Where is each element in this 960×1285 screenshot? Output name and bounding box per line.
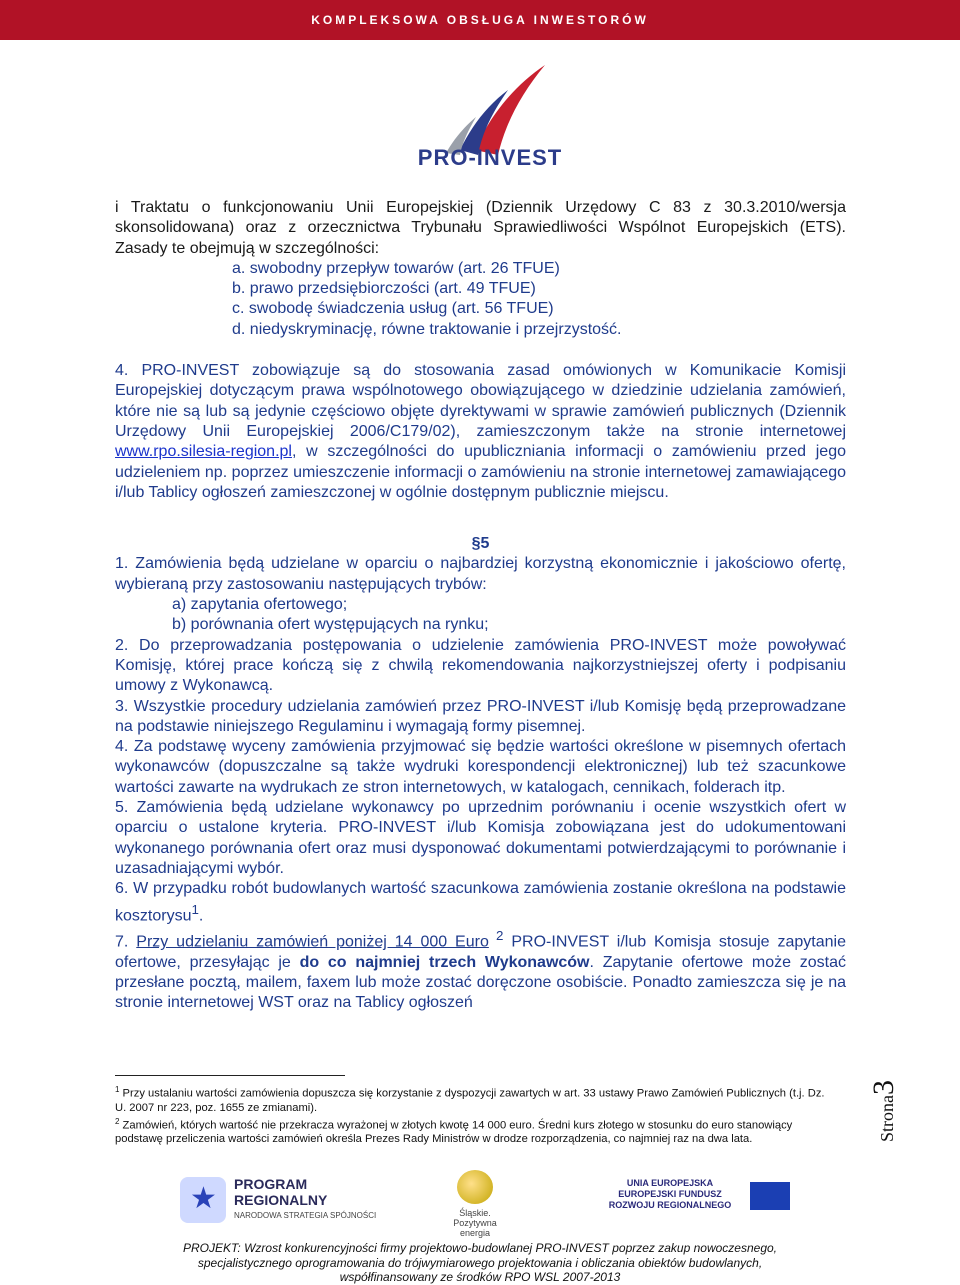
- intro-paragraph: i Traktatu o funkcjonowaniu Unii Europejskiej (Dziennik Urzędowy C 83 z 30.3.2010/wersja skonsolidowana) oraz z orzecznictwa Trybunału Sprawiedliwości Wspólnot Europejskich (ETS). Zasady te obejmują w szczególności:: [115, 199, 846, 257]
- eu-flag-icon: [750, 1182, 790, 1210]
- list-item: b) porównania ofert występujących na rynku;: [172, 616, 489, 634]
- paragraph-text: .: [198, 906, 204, 924]
- section-5-paragraph: 4. Za podstawę wyceny zamówienia przyjmować się będzie wartości określone w pisemnych ofertach wykonawców (dopuszczalne są także wydruki korespondencji elektronicznej) lub też szacunkowe wartości zawarte na wydrukach ze stron internetowych, w katalogach, cennikach, folderach itp.: [115, 738, 846, 796]
- underlined-text: Przy udzielaniu zamówień poniżej 14 000 Euro: [136, 933, 489, 951]
- footnote-item: [115, 1083, 835, 1115]
- section-5-paragraph: 3. Wszystkie procedury udzielania zamówień przez PRO-INVEST i/lub Komisję będą przeprowadzane na podstawie niniejszego Regulaminu i wymagają formy pisemnej.: [115, 697, 846, 735]
- list-item: a) zapytania ofertowego;: [172, 596, 348, 614]
- footnote-divider: [115, 1075, 345, 1076]
- footnote-number: 1: [115, 1085, 120, 1094]
- footer-line: współfinansowany ze środków RPO WSL 2007-2013: [339, 1270, 621, 1284]
- section-5-paragraph: 2. Do przeprowadzania postępowania o udzielenie zamówienia PRO-INVEST może powoływać Komisję, której prace kończą się z chwilą rekomendowania najkorzystniejszej oferty i podpisaniu umowy z Wykonawcą.: [115, 636, 846, 695]
- footnote-text: Przy ustalaniu wartości zamówienia dopuszcza się korzystanie z dyspozycji zawartych w art. 33 ustawy Prawo Zamówień Publicznych (t.j. Dz. U. 2007 nr 223, poz. 1655 ze zmianami).: [115, 1087, 825, 1114]
- slaskie-logo: [440, 1170, 510, 1238]
- footnote-ref[interactable]: 2: [488, 928, 504, 944]
- project-footer: [115, 1241, 845, 1285]
- point-4-paragraph: [115, 361, 846, 503]
- point-4-text-cont: , w szczególności do upubliczniania informacji o zamówieniu przed jego udzieleniem np. poprzez umieszczenie informacji o zamówieniu na stronie internetowej zamawiającego i/lub Tablicy ogłoszeń zamieszczonej w ogólnie dostępnym publicznie miejscu.: [115, 443, 846, 501]
- section-5-paragraph: 1. Zamówienia będą udzielane w oparciu o najbardziej korzystną ekonomicznie i jakościowo ofertę, wybieraną przy zastosowaniu następujących trybów:: [115, 555, 846, 593]
- eu-line-2: EUROPEJSKI FUNDUSZ: [618, 1189, 722, 1199]
- section-5-paragraph: [115, 926, 846, 1014]
- list-item: b. prawo przedsiębiorczości (art. 49 TFUE): [232, 280, 536, 298]
- eu-line-3: ROZWOJU REGIONALNEGO: [608, 1200, 732, 1210]
- list-item: c. swobodę świadczenia usług (art. 56 TFUE): [232, 300, 554, 318]
- program-line-1: PROGRAM: [234, 1176, 308, 1192]
- point-4-text: 4. PRO-INVEST zobowiązuje są do stosowania zasad omówionych w Komunikacie Komisji Europejskiej dotyczącym prawa wspólnotowego obowiązującego w dziedzinie udzielania zamówień, które nie są lub są jedynie częściowo objęte dyrektywami w sprawie zamówień publicznych (Dziennik Urzędowy Unii Europejskiej 2006/C179/02), zamieszczonym także na stronie internetowej: [115, 362, 846, 440]
- section-5-paragraph: 5. Zamówienia będą udzielane wykonawcy po uprzednim porównaniu i ocenie wszystkich ofert w oparciu o ustalone kryteria. PRO-INVEST i/lub Komisja zobowiązana jest do udokumentowani wykonanego porównania ofert oraz musi dysponować dokumentami potwierdzającymi to porównanie i uzasadniającymi wybór.: [115, 799, 846, 877]
- footnote-item: [115, 1115, 835, 1147]
- star-icon: [180, 1177, 226, 1223]
- footnote-text: Zamówień, których wartość nie przekracza wyrażonej w złotych kwotę 14 000 euro. Średni kurs złotego w stosunku do euro stanowiący podstawę przeliczenia wartości zamówień określa Prezes Rady Ministrów w drodze rozporządzenia, co najmniej raz na dwa lata.: [115, 1119, 793, 1146]
- page-number-label: Strona: [877, 1095, 897, 1142]
- section-5-paragraph: [115, 879, 846, 926]
- footer-line: specjalistycznego oprogramowania do trójwymiarowego projektowania i obliczania obiektów budowlanych,: [197, 1255, 763, 1270]
- paragraph-number: 7.: [115, 933, 137, 951]
- header-banner: KOMPLEKSOWA OBSŁUGA INWESTORÓW: [0, 0, 960, 40]
- eu-logo: [560, 1178, 780, 1228]
- page-number-value: 3: [867, 1080, 900, 1095]
- program-subtitle: NARODOWA STRATEGIA SPÓJNOŚCI: [234, 1211, 377, 1220]
- list-item: a. swobodny przepływ towarów (art. 26 TFUE): [232, 259, 560, 277]
- paragraph-text: PRO-INVEST i/lub Komisja stosuje zapytanie ofertowe, przesyłając je: [115, 933, 846, 971]
- slaskie-text: Śląskie. Pozytywna energia: [453, 1208, 497, 1238]
- rpo-link[interactable]: www.rpo.silesia-region.pl: [115, 443, 292, 461]
- bold-text: do co najmniej trzech Wykonawców: [299, 953, 590, 971]
- footnote-ref[interactable]: 1: [191, 901, 199, 917]
- logo-wordmark: PRO-INVEST: [417, 145, 563, 170]
- paragraph-text: . Zapytanie ofertowe może zostać przesłane pocztą, mailem, faxem lub może zostać doręczone osobiście. Ponadto zamieszcza się je na stronie internetowej WST oraz na Tablicy ogłoszeń: [115, 953, 847, 1012]
- section-title: §5: [471, 535, 490, 553]
- footer-line: PROJEKT: Wzrost konkurencyjności firmy projektowo-budowlanej PRO-INVEST poprzez zakup nowoczesnego,: [182, 1241, 777, 1255]
- funding-logos: [180, 1170, 780, 1238]
- principles-list: [115, 259, 846, 340]
- footnote-number: 2: [115, 1116, 120, 1126]
- logo-swoosh-red: [475, 65, 545, 155]
- program-line-2: REGIONALNY: [234, 1192, 328, 1208]
- document-body: [115, 198, 846, 1014]
- program-regionalny-logo: [180, 1170, 380, 1230]
- page-number: [867, 1080, 937, 1142]
- slaskie-emblem-icon: [457, 1170, 493, 1204]
- eu-line-1: UNIA EUROPEJSKA: [626, 1178, 714, 1188]
- footnotes: [115, 1083, 835, 1146]
- modes-list: [115, 595, 846, 636]
- paragraph-text: 6. W przypadku robót budowlanych wartość szacunkowa zamówienia zostanie określona na podstawie kosztorysu: [115, 880, 846, 924]
- list-item: d. niedyskryminację, równe traktowanie i przejrzystość.: [232, 320, 622, 338]
